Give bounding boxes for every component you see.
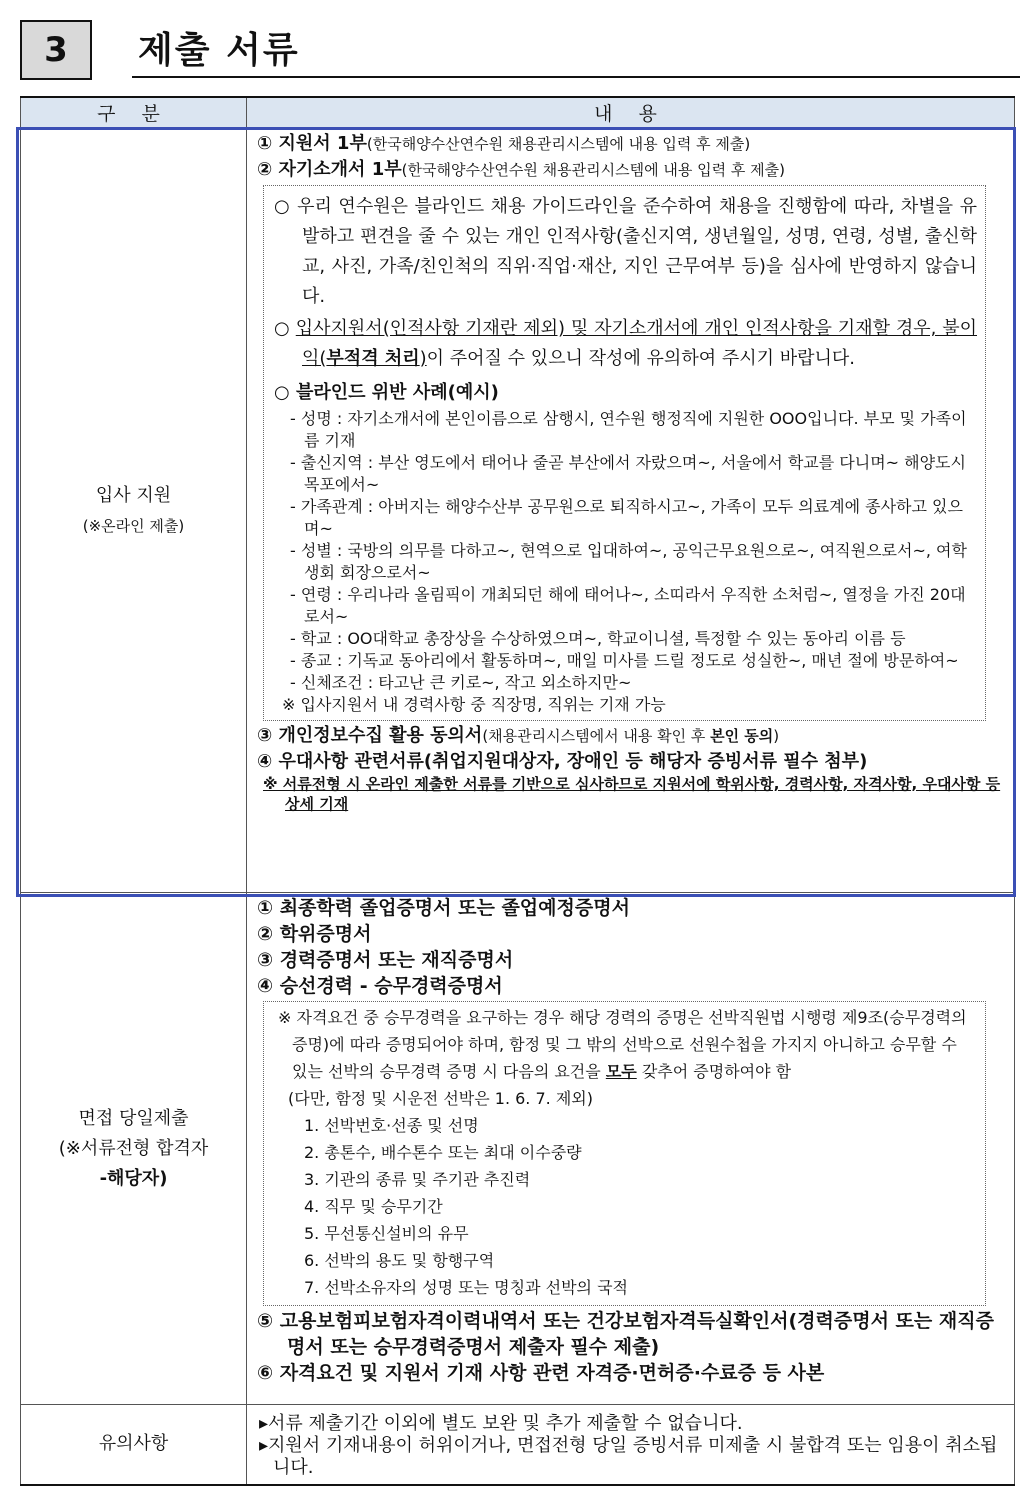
blind-hiring-box — [263, 185, 986, 721]
requirement-item: 4. 직무 및 승무기간 — [304, 1197, 443, 1216]
category-application: 입사 지원 (※온라인 제출) — [21, 129, 247, 893]
item-application-form: ① 지원서 1부(한국해양수산연수원 채용관리시스템에 내용 입력 후 제출) — [257, 133, 751, 154]
blind-para-1: ○ 우리 연수원은 블라인드 채용 가이드라인을 준수하여 채용을 진행함에 따라, 차별을 유발하고 편견을 줄 수 있는 개인 인적사항(출신지역, 생년월일, 성명, 연령, 성별, 출신학교, 사진, 가족/친인척의 직위·직업·재산, 지인 근무여부 등)을 심사에 반영하지 않습니다. — [274, 196, 977, 307]
section-number: 3 — [20, 20, 92, 80]
online-notice: ※ 서류전형 시 온라인 제출한 서류를 기반으로 심사하므로 지원서에 학위사항, 경력사항, 자격사항, 우대사항 등 상세 기재 — [263, 775, 1001, 813]
title-underline — [132, 76, 1020, 78]
sea-career-intro: ※ 자격요건 중 승무경력을 요구하는 경우 해당 경력의 증명은 선박직원법 시행령 제9조(승무경력의 증명)에 따라 증명되어야 하며, 함정 및 그 밖의 선박으로 선원수첩을 가지지 아니하고 승무할 수 있는 선박의 승무경력 증명 시 다음의 요건을 모두 갖추어 증명하여야 함 — [278, 1008, 967, 1081]
requirement-item: 5. 무선통신설비의 유무 — [304, 1224, 469, 1243]
requirement-item: 2. 총톤수, 배수톤수 또는 최대 이수중량 — [304, 1143, 582, 1162]
interview-item-insurance: ⑤ 고용보험피보험자격이력내역서 또는 건강보험자격득실확인서(경력증명서 또는 재직증명서 또는 승무경력증명서 제출자 필수 제출) — [257, 1310, 994, 1358]
sea-career-exception: (다만, 함정 및 시운전 선박은 1. 6. 7. 제외) — [288, 1089, 593, 1108]
item-self-intro: ② 자기소개서 1부(한국해양수산연수원 채용관리시스템에 내용 입력 후 제출) — [257, 159, 785, 180]
violation-example: - 가족관계 : 아버지는 해양수산부 공무원으로 퇴직하시고~, 가족이 모두 의료계에 종사하고 있으며~ — [290, 497, 963, 538]
interview-item: ① 최종학력 졸업증명서 또는 졸업예정증명서 — [257, 897, 630, 919]
table-row-caution — [21, 1405, 1015, 1485]
caution-item: ▸지원서 기재내용이 허위이거나, 면접전형 당일 증빙서류 미제출 시 불합격 또는 임용이 취소됩니다. — [259, 1435, 998, 1478]
blind-para-2: ○ 입사지원서(인적사항 기재란 제외) 및 자기소개서에 개인 인적사항을 기재할 경우, 불이익(부적격 처리)이 주어질 수 있으니 작성에 유의하여 주시기 바랍니다. — [274, 318, 977, 369]
interview-item: ③ 경력증명서 또는 재직증명서 — [257, 949, 514, 971]
section-title: 제출 서류 — [138, 30, 300, 71]
content-application — [247, 129, 1015, 893]
content-interview — [247, 893, 1015, 1405]
item-preference-docs: ④ 우대사항 관련서류(취업지원대상자, 장애인 등 해당자 증빙서류 필수 첨부) — [257, 751, 868, 772]
documents-table — [20, 96, 1015, 1486]
caution-item: ▸서류 제출기간 이외에 별도 보완 및 추가 제출할 수 없습니다. — [259, 1413, 743, 1434]
table-row-interview — [21, 893, 1015, 1405]
header-content: 내 용 — [247, 97, 1015, 129]
requirement-item: 6. 선박의 용도 및 항행구역 — [304, 1251, 495, 1270]
interview-item-certificates: ⑥ 자격요건 및 지원서 기재 사항 관련 자격증·면허증·수료증 등 사본 — [257, 1362, 825, 1384]
violation-example: - 학교 : OO대학교 총장상을 수상하였으며~, 학교이니셜, 특정할 수 있는 동아리 이름 등 — [290, 629, 906, 648]
violation-example: - 출신지역 : 부산 영도에서 태어나 줄곧 부산에서 자랐으며~, 서울에서 학교를 다니며~ 해양도시 목포에서~ — [290, 453, 966, 494]
requirement-item: 3. 기관의 종류 및 주기관 추진력 — [304, 1170, 531, 1189]
violation-example: - 성명 : 자기소개서에 본인이름으로 삼행시, 연수원 행정직에 지원한 OOO입니다. 부모 및 가족이름 기재 — [290, 409, 967, 450]
header-category: 구 분 — [21, 97, 247, 129]
section-header — [20, 20, 1020, 82]
violation-example: - 신체조건 : 타고난 큰 키로~, 작고 외소하지만~ — [290, 673, 632, 692]
item-privacy-consent: ③ 개인정보수집 활용 동의서(채용관리시스템에서 내용 확인 후 본인 동의) — [257, 725, 780, 746]
interview-item: ④ 승선경력 - 승무경력증명서 — [257, 975, 503, 997]
requirement-item: 7. 선박소유자의 성명 또는 명칭과 선박의 국적 — [304, 1278, 628, 1297]
table-row-application — [21, 129, 1015, 893]
requirement-item: 1. 선박번호·선종 및 선명 — [304, 1116, 479, 1135]
sea-career-box — [263, 1001, 986, 1306]
violation-example: - 연령 : 우리나라 올림픽이 개최되던 해에 태어나~, 소띠라서 우직한 소처럼~, 열정을 가진 20대로서~ — [290, 585, 966, 626]
violation-example: - 성별 : 국방의 의무를 다하고~, 현역으로 입대하여~, 공익근무요원으로~, 여직원으로서~, 여학생회 회장으로서~ — [290, 541, 967, 582]
blind-para-3: ○ 블라인드 위반 사례(예시) — [274, 382, 499, 403]
interview-item: ② 학위증명서 — [257, 923, 372, 945]
content-caution — [247, 1405, 1015, 1485]
violation-example: - 종교 : 기독교 동아리에서 활동하며~, 매일 미사를 드릴 정도로 성실한~, 매년 절에 방문하여~ — [290, 651, 959, 670]
category-interview: 면접 당일제출 (※서류전형 합격자 -해당자) — [21, 893, 247, 1405]
table-header-row — [21, 97, 1015, 129]
category-caution: 유의사항 — [21, 1405, 247, 1485]
box-footnote: ※ 입사지원서 내 경력사항 중 직장명, 직위는 기재 가능 — [282, 695, 666, 714]
